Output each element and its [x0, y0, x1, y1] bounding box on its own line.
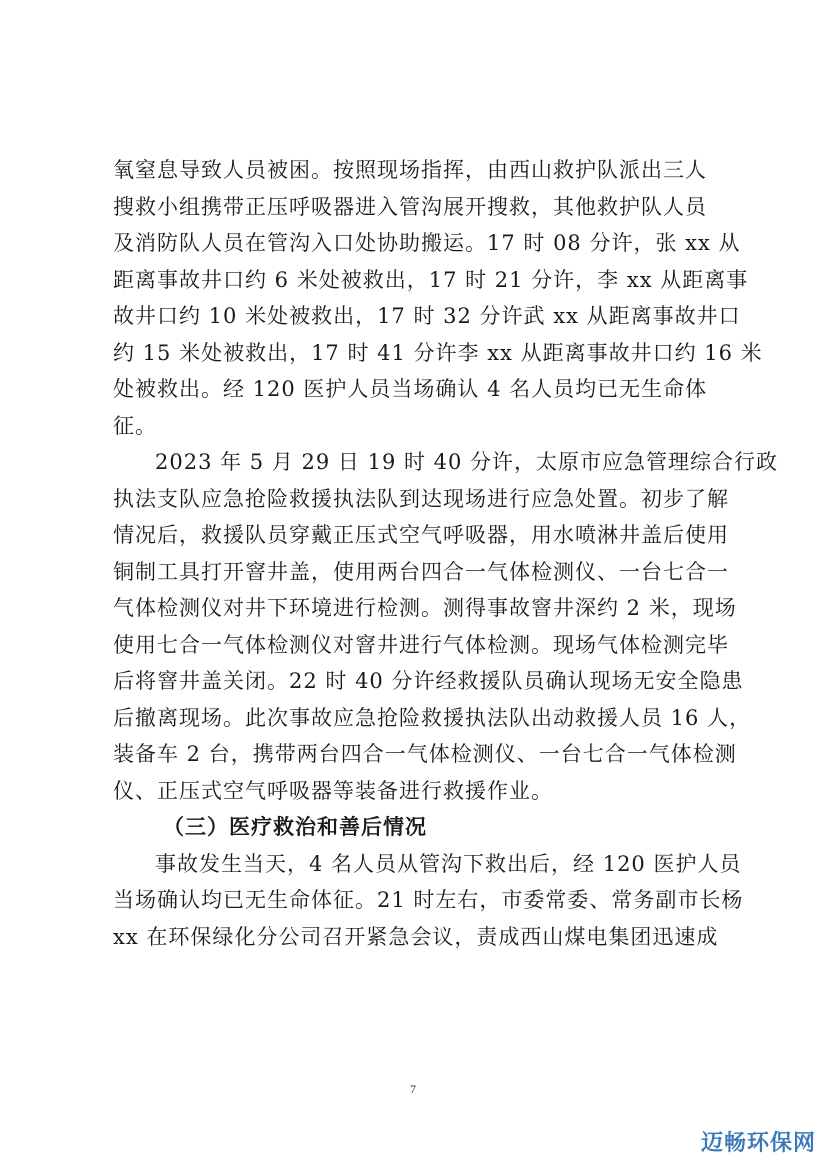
- text-line: 搜救小组携带正压呼吸器进入管沟展开搜救，其他救护队人员: [113, 194, 707, 219]
- text-line: 使用七合一气体检测仪对窨井进行气体检测。现场气体检测完毕: [113, 632, 729, 657]
- text-line: 距离事故井口约 6 米处被救出，17 时 21 分许，李 xx 从距离事: [113, 267, 749, 292]
- page-number: 7: [410, 1082, 416, 1096]
- text-line: 事故发生当天，4 名人员从管沟下救出后，经 120 医护人员: [155, 851, 742, 876]
- text-line: 铜制工具打开窨井盖，使用两台四合一气体检测仪、一台七合一: [113, 559, 729, 584]
- text-line: 装备车 2 台，携带两台四合一气体检测仪、一台七合一气体检测: [113, 742, 737, 766]
- text-line: 氧窒息导致人员被困。按照现场指挥，由西山救护队派出三人: [113, 158, 707, 182]
- section-heading: （三）医疗救治和善后情况: [163, 814, 427, 839]
- text-line: 后撤离现场。此次事故应急抢险救援执法队出动救援人员 16 人，: [113, 705, 752, 730]
- site-watermark: 迈畅环保网: [700, 1131, 816, 1156]
- text-line: 后将窨井盖关闭。22 时 40 分许经救援队员确认现场无安全隐患: [113, 669, 744, 693]
- text-line: 仪、正压式空气呼吸器等装备进行救援作业。: [113, 778, 553, 803]
- text-line: xx 在环保绿化分公司召开紧急会议，责成西山煤电集团迅速成: [113, 924, 719, 949]
- text-line: 约 15 米处被救出，17 时 41 分许李 xx 从距离事故井口约 16 米: [113, 340, 763, 365]
- text-line: 气体检测仪对井下环境进行检测。测得事故窨井深约 2 米，现场: [113, 596, 737, 620]
- text-line: 征。: [113, 413, 157, 438]
- text-line: 执法支队应急抢险救援执法队到达现场进行应急处置。初步了解: [113, 486, 729, 511]
- text-line: 处被救出。经 120 医护人员当场确认 4 名人员均已无生命体: [113, 377, 708, 401]
- text-line: 故井口约 10 米处被救出，17 时 32 分许武 xx 从距离事故井口: [113, 304, 741, 328]
- text-line: 当场确认均已无生命体征。21 时左右，市委常委、常务副市长杨: [113, 888, 744, 912]
- text-line: 情况后，救援队员穿戴正压式空气呼吸器，用水喷淋井盖后使用: [113, 523, 729, 547]
- text-line: 2023 年 5 月 29 日 19 时 40 分许，太原市应急管理综合行政: [155, 450, 779, 474]
- text-line: 及消防队人员在管沟入口处协助搬运。17 时 08 分许，张 xx 从: [113, 231, 741, 255]
- paragraph-rescue: [113, 152, 779, 955]
